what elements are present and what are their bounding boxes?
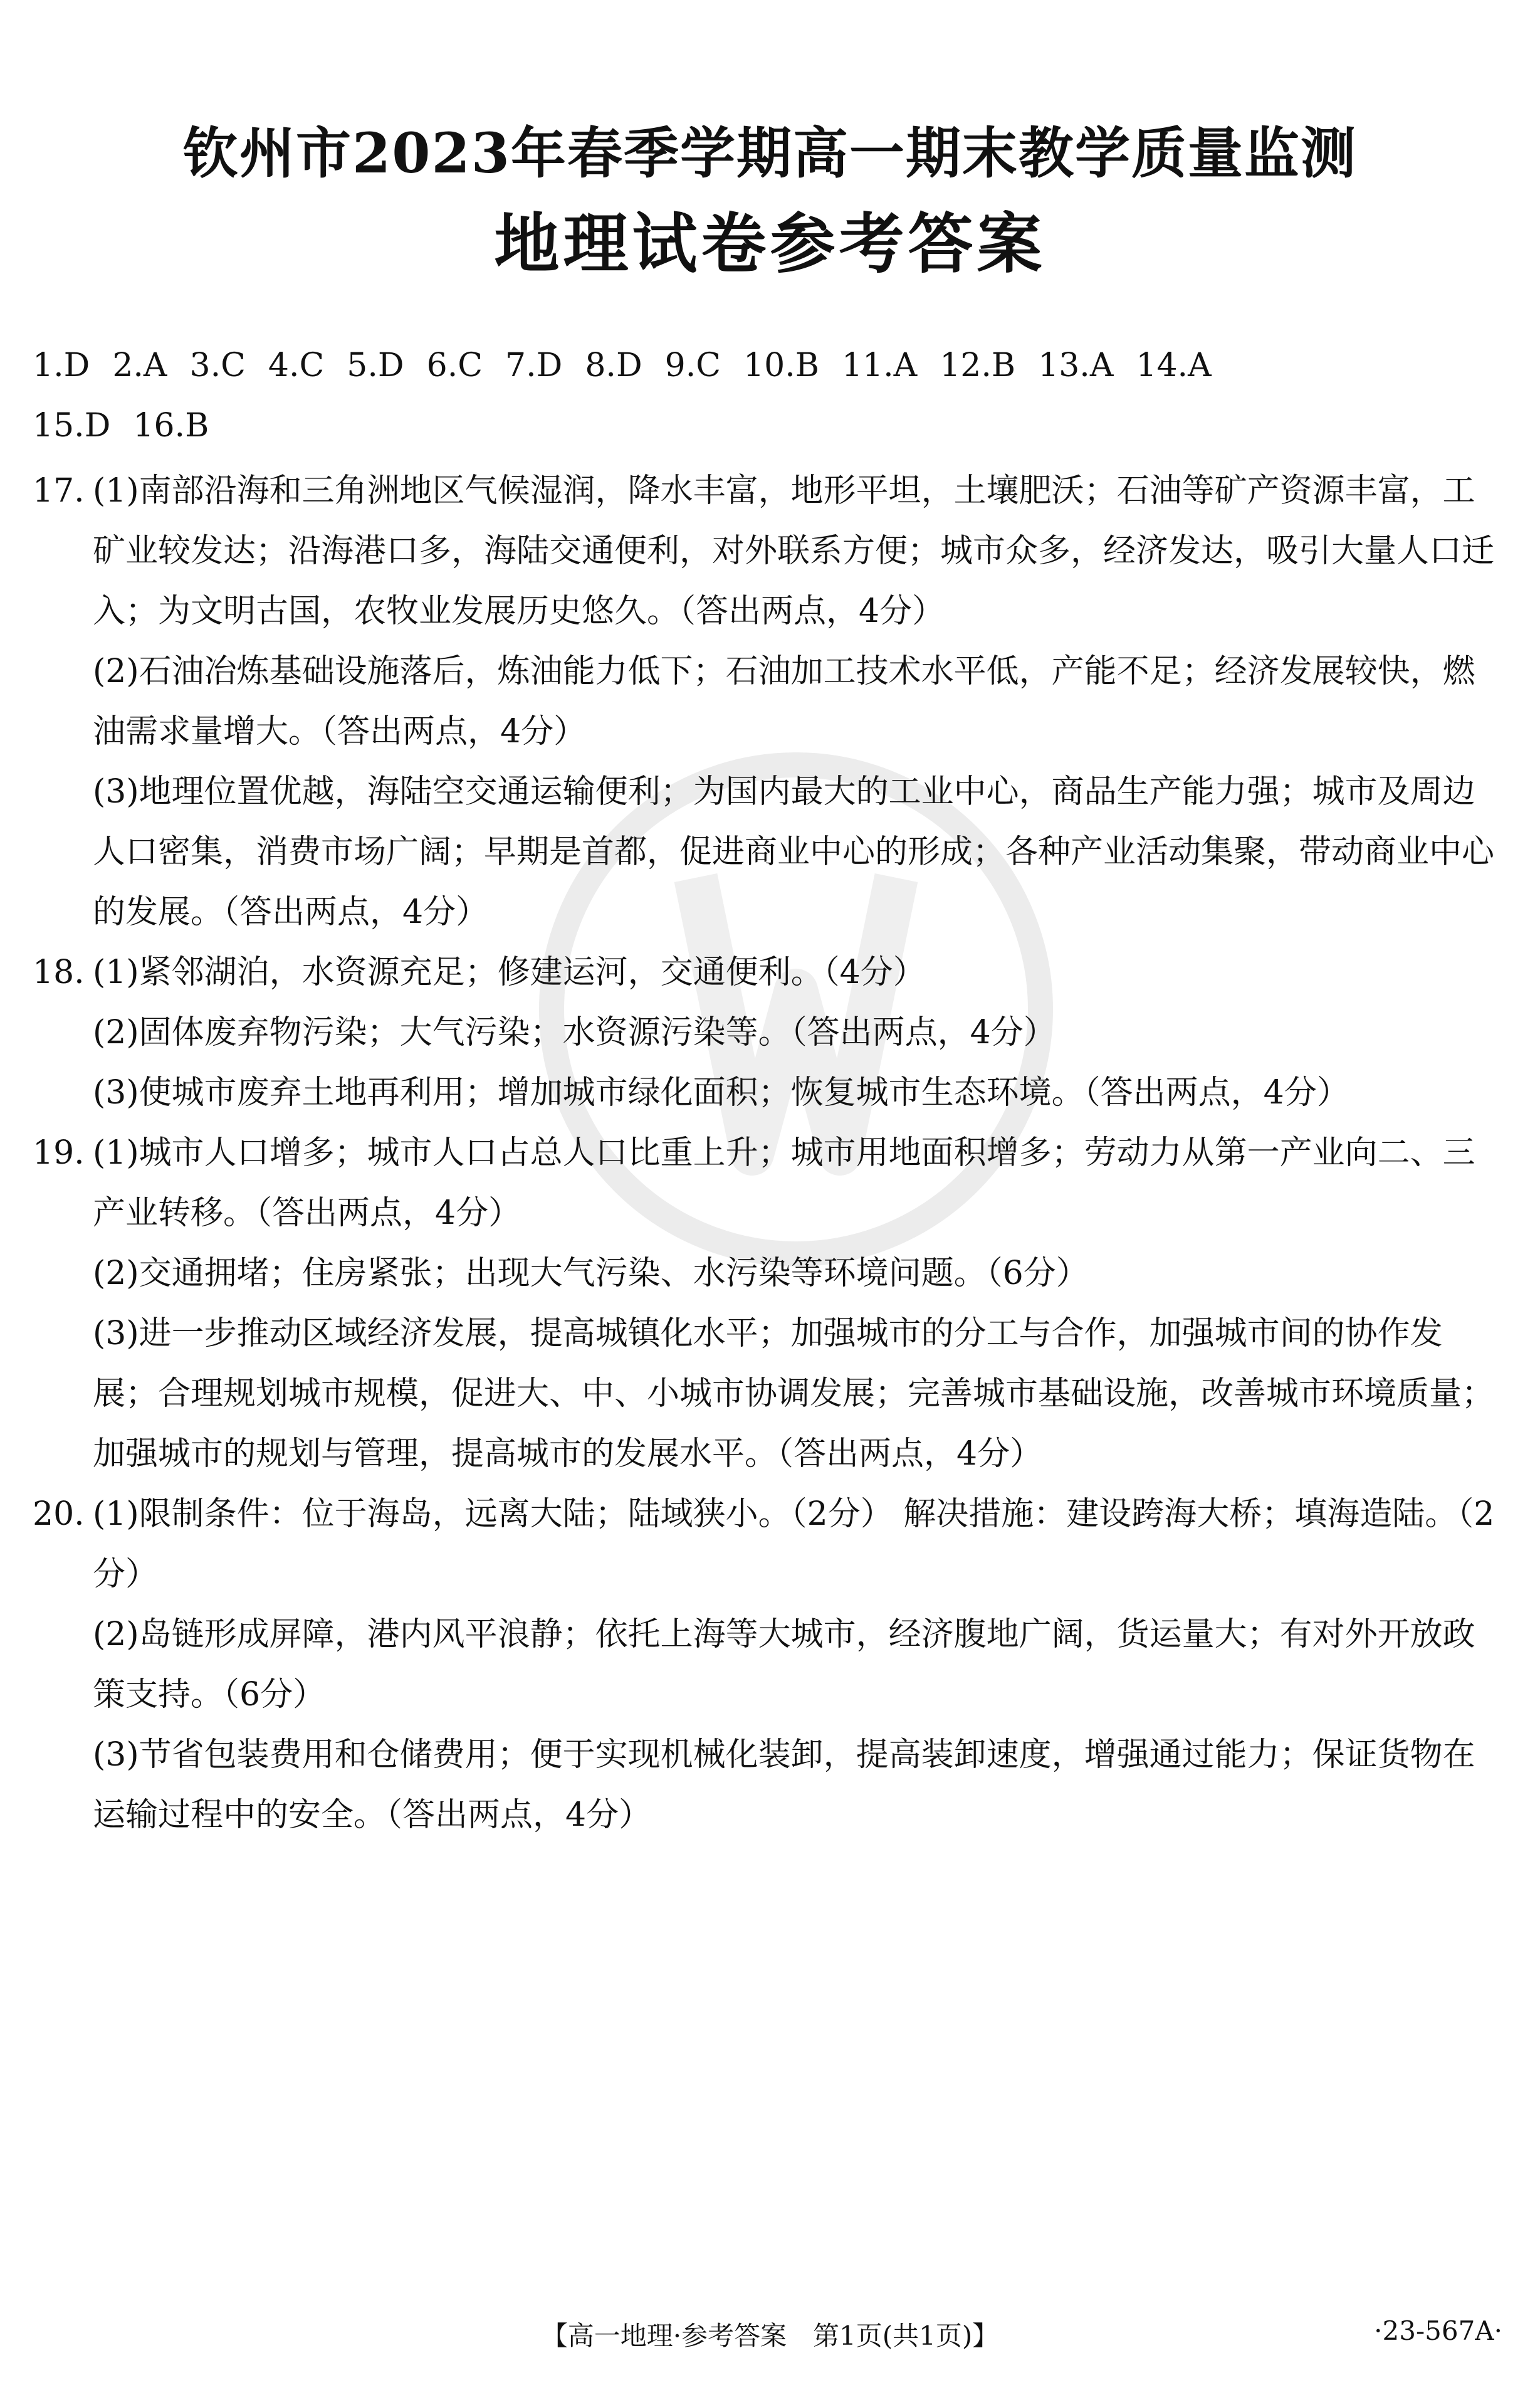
question-20 [33,1484,1502,1845]
document-title: 钦州市2023年春季学期高一期末教学质量监测 [183,120,1357,186]
choice-answer: 1.D [33,347,90,384]
question-17-part-3: (3)地理位置优越，海陆空交通运输便利；为国内最大的工业中心，商品生产能力强；城市及周边人口密集，消费市场广阔；早期是首都，促进商业中心的形成；各种产业活动集聚，带动商业中心的发展。（答出两点，4分） [93,773,1495,931]
choice-answer: 9.C [664,347,721,384]
choice-answer: 8.D [585,347,642,384]
choice-answer: 10.B [743,347,819,384]
question-number: 18. [33,954,85,991]
question-19-part-3: (3)进一步推动区域经济发展，提高城镇化水平；加强城市的分工与合作，加强城市间的协作发展；合理规划城市规模，促进大、中、小城市协调发展；完善城市基础设施，改善城市环境质量；加强城市的规划与管理，提高城市的发展水平。（答出两点，4分） [93,1315,1495,1473]
question-20-part-1: (1)限制条件：位于海岛，远离大陆；陆域狭小。（2分） 解决措施：建设跨海大桥；填海造陆。（2分） [93,1495,1495,1593]
choice-answer: 5.D [347,347,404,384]
choice-answer: 11.A [841,347,918,384]
question-17-part-1: (1)南部沿海和三角洲地区气候湿润，降水丰富，地形平坦，土壤肥沃；石油等矿产资源丰富，工矿业较发达；沿海港口多，海陆交通便利，对外联系方便；城市众多，经济发达，吸引大量人口迁入；为文明古国，农牧业发展历史悠久。（答出两点，4分） [93,472,1495,630]
question-17 [33,461,1502,942]
question-17-part-2: (2)石油冶炼基础设施落后，炼油能力低下；石油加工技术水平低，产能不足；经济发展较快，燃油需求量增大。（答出两点，4分） [93,653,1475,750]
question-number: 19. [33,1134,85,1172]
page-footer: 【高一地理·参考答案 第1页(共1页)】 [541,2320,999,2351]
question-18-part-1: (1)紧邻湖泊，水资源充足；修建运河，交通便利。（4分） [93,954,926,991]
question-number: 17. [33,472,85,510]
question-18 [33,942,1502,1123]
question-number: 20. [33,1495,85,1533]
question-18-part-3: (3)使城市废弃土地再利用；增加城市绿化面积；恢复城市生态环境。（答出两点，4分） [93,1074,1349,1112]
choice-answer: 14.A [1136,347,1212,384]
question-18-part-2: (2)固体废弃物污染；大气污染；水资源污染等。（答出两点，4分） [93,1014,1056,1051]
question-20-part-2: (2)岛链形成屏障，港内风平浪静；依托上海等大城市，经济腹地广阔，货运量大；有对外开放政策支持。（6分） [93,1616,1475,1714]
question-19-part-2: (2)交通拥堵；住房紧张；出现大气污染、水污染等环境问题。（6分） [93,1255,1089,1292]
question-19 [33,1123,1502,1484]
choice-answer-list [33,335,1506,456]
question-19-part-1: (1)城市人口增多；城市人口占总人口比重上升；城市用地面积增多；劳动力从第一产业向二、三产业转移。（答出两点，4分） [93,1134,1475,1232]
choice-answer: 4.C [268,347,325,384]
free-response-answers [33,461,1502,1845]
choice-answer: 16.B [133,407,209,445]
choice-answer: 7.D [505,347,563,384]
choice-answer: 2.A [112,347,167,384]
choice-answer: 3.C [189,347,246,384]
question-20-part-3: (3)节省包装费用和仓储费用；便于实现机械化装卸，提高装卸速度，增强通过能力；保证货物在运输过程中的安全。（答出两点，4分） [93,1736,1475,1834]
choice-answer: 15.D [33,407,111,445]
choice-answer: 13.A [1038,347,1114,384]
document-subtitle: 地理试卷参考答案 [494,205,1046,282]
choice-answer: 6.C [426,347,483,384]
choice-answer: 12.B [940,347,1016,384]
document-code: ·23-567A· [1374,2315,1502,2346]
